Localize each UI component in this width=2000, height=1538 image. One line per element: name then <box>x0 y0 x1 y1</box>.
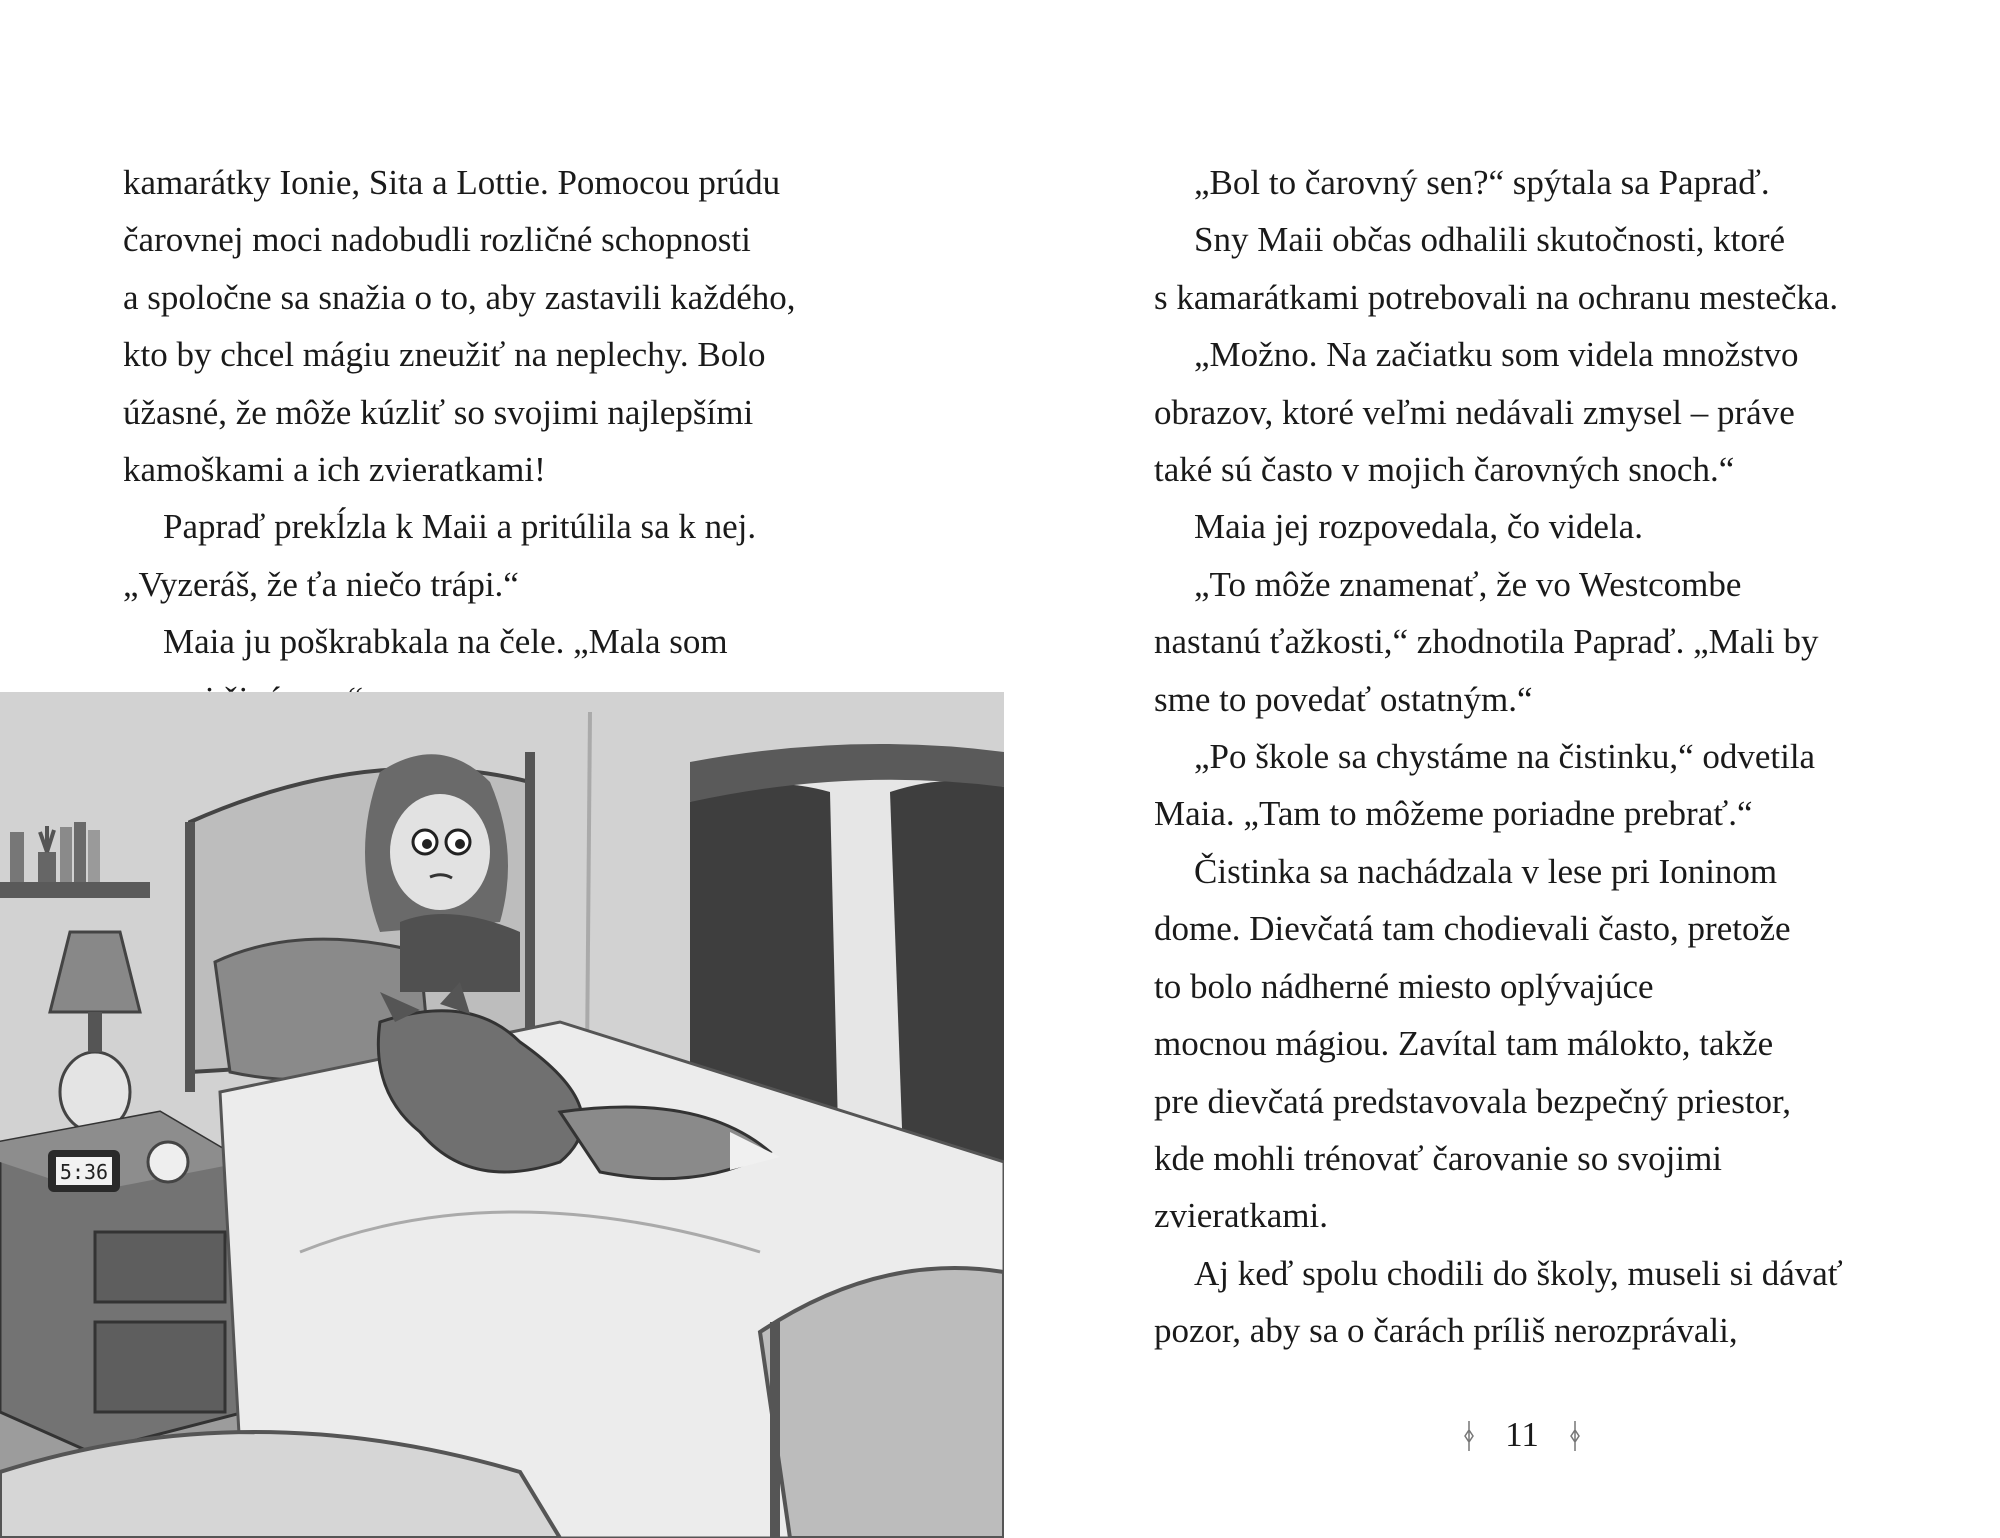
page-folio <box>1462 1410 1582 1460</box>
text-line: úžasné, že môže kúzliť so svojimi najlepšími <box>123 392 754 432</box>
text-line: také sú často v mojich čarovných snoch.“ <box>1154 450 1735 490</box>
text-line: kamarátky Ionie, Sita a Lottie. Pomocou prúdu <box>123 163 781 202</box>
alarm-clock-time: 5:36 <box>59 1160 109 1184</box>
left-page-text <box>123 154 913 728</box>
text-line: sme to povedať ostatným.“ <box>1154 679 1533 719</box>
page-number: 11 <box>1505 1415 1539 1454</box>
text-line: a spoločne sa snažia o to, aby zastavili každého, <box>123 277 796 317</box>
text-line: Maia. „Tam to môžeme poriadne prebrať.“ <box>1154 794 1753 834</box>
right-page-text <box>1154 154 1914 1360</box>
text-line: „Bol to čarovný sen?“ spýtala sa Papraď. <box>1194 163 1770 202</box>
text-line: dome. Dievčatá tam chodievali často, pretože <box>1154 909 1791 949</box>
text-line: Aj keď spolu chodili do školy, museli si dávať <box>1194 1253 1843 1293</box>
text-line: nastanú ťažkosti,“ zhodnotila Papraď. „Mali by <box>1154 622 1819 662</box>
text-line: pre dievčatá predstavovala bezpečný priestor, <box>1154 1081 1792 1121</box>
text-line: s kamarátkami potrebovali na ochranu mestečka. <box>1154 277 1839 317</box>
text-line: „To môže znamenať, že vo Westcombe <box>1194 564 1742 604</box>
text-line: Maia jej rozpovedala, čo videla. <box>1194 507 1643 547</box>
ornament-icon <box>1568 1420 1582 1452</box>
text-line: to bolo nádherné miesto oplývajúce <box>1154 966 1654 1006</box>
text-line: kamoškami a ich zvieratkami! <box>123 450 546 490</box>
text-line: čarovnej moci nadobudli rozličné schopnosti <box>123 220 751 260</box>
text-line: Papraď prekĺzla k Maii a pritúlila sa k nej. <box>163 507 757 547</box>
text-line: kto by chcel mágiu zneužiť na neplechy. Bolo <box>123 335 766 375</box>
bedroom-illustration <box>0 692 1004 1538</box>
text-line: Sny Maii občas odhalili skutočnosti, ktoré <box>1194 220 1786 260</box>
right-page <box>1000 0 2000 1538</box>
text-line: Maia ju poškrabkala na čele. „Mala som <box>163 622 728 662</box>
nightstand <box>0 1112 245 1452</box>
text-line: „Vyzeráš, že ťa niečo trápi.“ <box>123 564 519 604</box>
text-line: „Po škole sa chystáme na čistinku,“ odvetila <box>1194 737 1816 777</box>
text-line: mocnou mágiou. Zavítal tam málokto, takže <box>1154 1024 1774 1064</box>
text-line: „Možno. Na začiatku som videla množstvo <box>1194 335 1799 375</box>
text-line: obrazov, ktoré veľmi nedávali zmysel – práve <box>1154 392 1795 432</box>
text-line: zvieratkami. <box>1154 1196 1328 1236</box>
text-line: Čistinka sa nachádzala v lese pri Ioninom <box>1194 851 1778 891</box>
text-line: kde mohli trénovať čarovanie so svojimi <box>1154 1138 1723 1178</box>
text-line: pozor, aby sa o čarách príliš nerozprávali, <box>1154 1311 1738 1351</box>
